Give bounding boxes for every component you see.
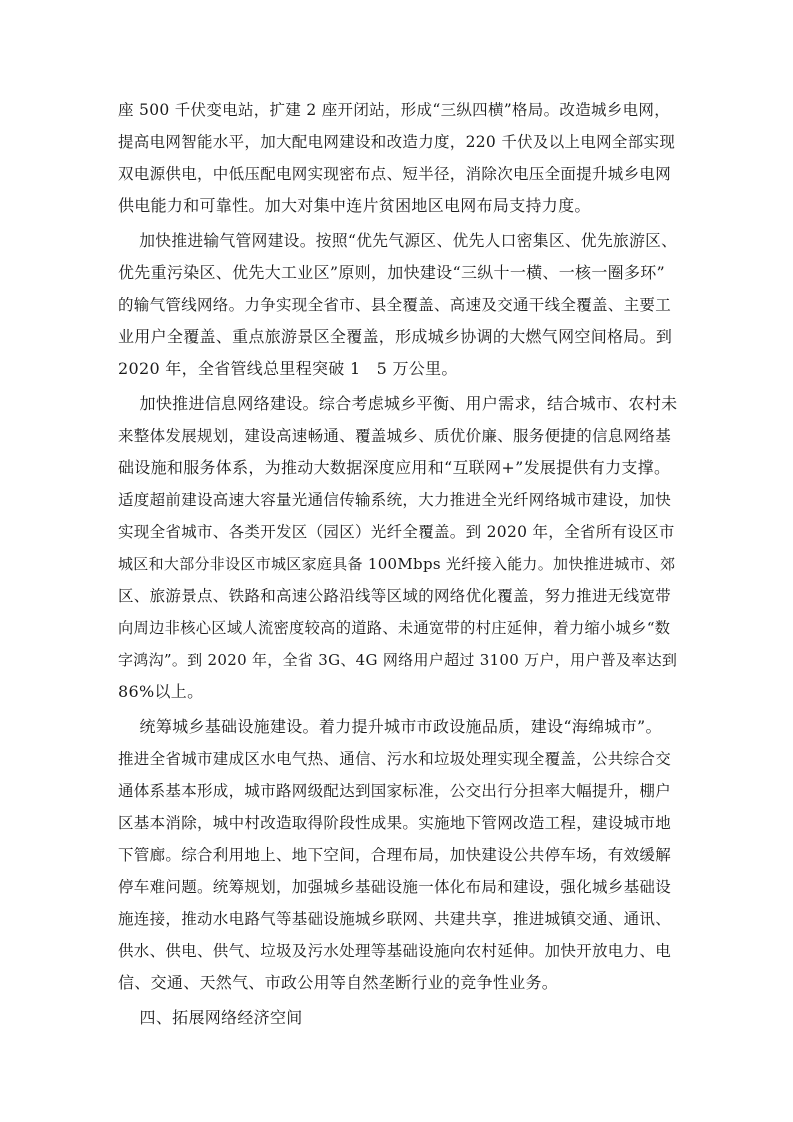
text-line: 统筹城乡基础设施建设。着力提升城市市政设施品质，建设“海绵城市”。 <box>118 717 662 736</box>
text-line: 提高电网智能水平，加大配电网建设和改造力度，220 千伏及以上电网全部实现 <box>118 133 676 151</box>
text-line: 优先重污染区、优先大工业区”原则，加快建设“三纵十一横、一核一圈多环” <box>118 263 666 282</box>
text-line: 施连接，推动水电路气等基础设施城乡联网、共建共享，推进城镇交通、通讯、 <box>118 910 672 928</box>
text-line: 86%以上。 <box>118 682 204 701</box>
text-line: 的输气管线网络。力争实现全省市、县全覆盖、高速及交通干线全覆盖、主要工 <box>118 296 672 314</box>
text-line: 供水、供电、供气、垃圾及污水处理等基础设施向农村延伸。加快开放电力、电 <box>118 942 672 960</box>
text-line: 停车难问题。统筹规划，加强城乡基础设施一体化布局和建设，强化城乡基础设 <box>118 878 672 896</box>
text-line: 业用户全覆盖、重点旅游景区全覆盖，形成城乡协调的大燃气网空间格局。到 <box>118 327 673 346</box>
text-line: 字鸿沟”。到 2020 年，全省 3G、4G 网络用户超过 3100 万户，用户普及率达到 <box>118 651 678 669</box>
section-heading-text: 四、拓展网络经济空间 <box>118 1008 303 1027</box>
text-line: 2020 年，全省管线总里程突破 1 5 万公里。 <box>118 359 458 378</box>
text-line: 双电源供电，中低压配电网实现密布点、短半径，消除次电压全面提升城乡电网 <box>118 165 672 183</box>
text-line: 推进全省城市建成区水电气热、通信、污水和垃圾处理实现全覆盖，公共综合交 <box>118 750 672 768</box>
text-line: 信、交通、天然气、市政公用等自然垄断行业的竞争性业务。 <box>118 973 559 992</box>
text-line: 加快推进输气管网建设。按照“优先气源区、优先人口密集区、优先旅游区、 <box>118 231 678 250</box>
text-line: 适度超前建设高速大容量光通信传输系统，大力推进全光纤网络城市建设，加快 <box>118 491 672 509</box>
text-line: 实现全省城市、各类开发区（园区）光纤全覆盖。到 2020 年，全省所有设区市 <box>118 523 675 541</box>
text-line: 区、旅游景点、铁路和高速公路沿线等区域的网络优化覆盖，努力推进无线宽带 <box>118 587 672 605</box>
text-line: 供电能力和可靠性。加大对集中连片贫困地区电网布局支持力度。 <box>118 196 591 215</box>
text-line: 通体系基本形成，城市路网级配达到国家标准，公交出行分担率大幅提升，棚户 <box>118 782 672 800</box>
text-line: 区基本消除，城中村改造取得阶段性成果。实施地下管网改造工程，建设城市地 <box>118 814 672 832</box>
text-line: 城区和大部分非设区市城区家庭具备 100Mbps 光纤接入能力。加快推进城市、郊 <box>118 555 676 573</box>
text-line: 加快推进信息网络建设。综合考虑城乡平衡、用户需求，结合城市、农村未 <box>118 394 678 413</box>
text-line: 础设施和服务体系，为推动大数据深度应用和“互联网+”发展提供有力支撑。 <box>118 458 671 477</box>
text-line: 座 500 千伏变电站，扩建 2 座开闭站，形成“三纵四横”格局。改造城乡电网， <box>118 101 671 119</box>
text-line: 来整体发展规划，建设高速畅通、覆盖城乡、质优价廉、服务便捷的信息网络基 <box>118 427 672 445</box>
text-line: 下管廊。综合利用地上、地下空间，合理布局，加快建设公共停车场，有效缓解 <box>118 846 672 864</box>
text-line: 向周边非核心区域人流密度较高的道路、未通宽带的村庄延伸，着力缩小城乡“数 <box>118 619 671 637</box>
